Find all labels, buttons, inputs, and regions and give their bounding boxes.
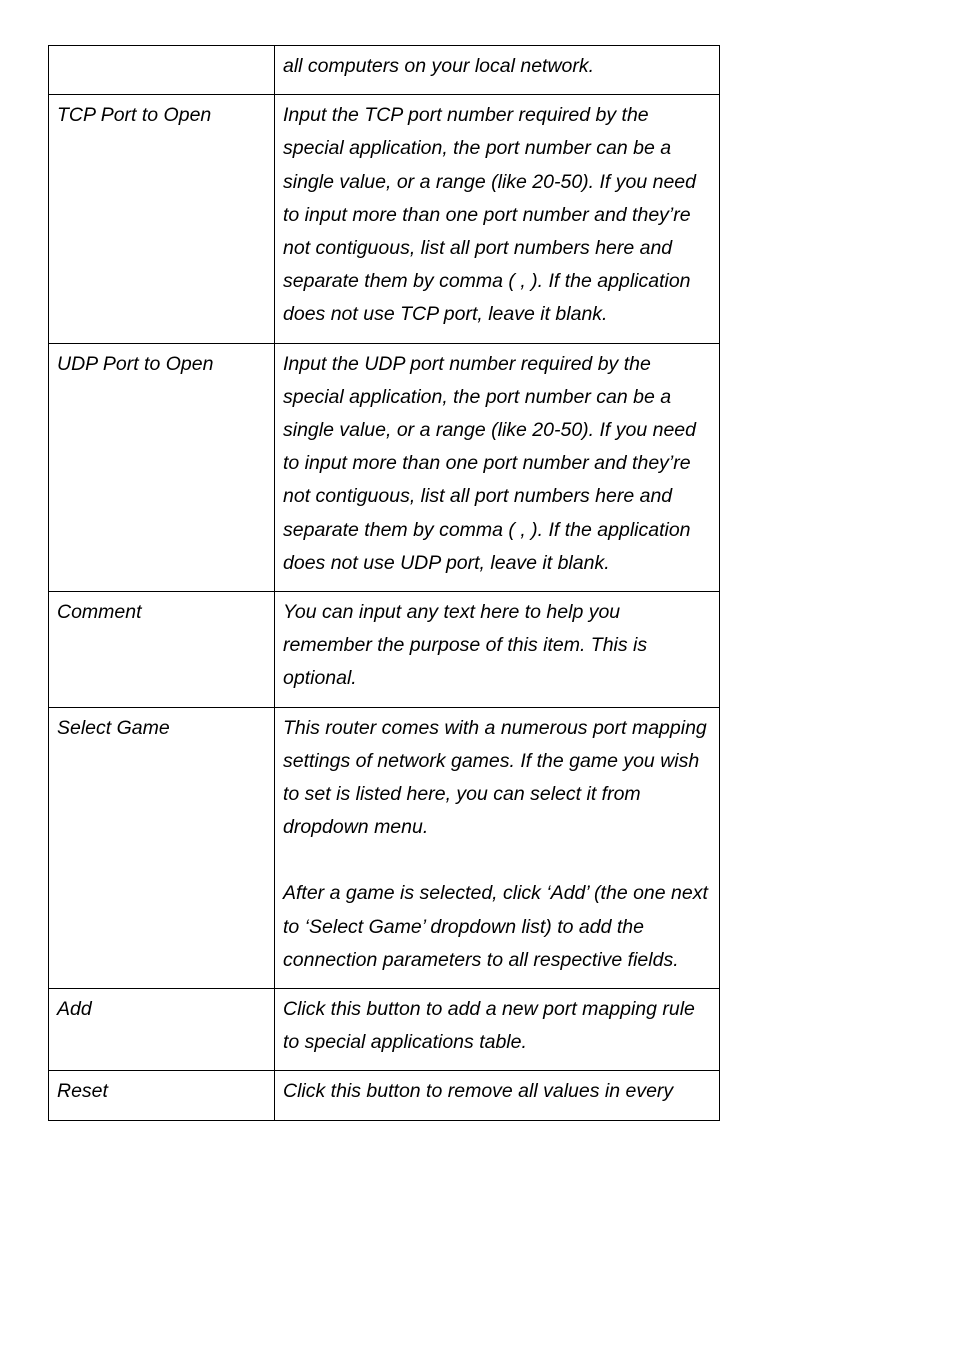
- table-row: [49, 592, 720, 708]
- field-name-cell: Select Game: [49, 707, 275, 988]
- field-description-cell: [275, 989, 720, 1071]
- field-description-cell: [275, 1071, 720, 1120]
- table-row: [49, 95, 720, 343]
- field-name-cell: [49, 46, 275, 95]
- table-row: [49, 46, 720, 95]
- field-description-table: [48, 45, 720, 1121]
- table-row: [49, 1071, 720, 1120]
- field-name-cell: TCP Port to Open: [49, 95, 275, 343]
- description-paragraph: Input the UDP port number required by the special application, the port number can be a single value, or a range (like 20-50). If you need to input more than one port number and they’re not contiguous, list all port numbers here and separate them by comma ( , ). If the application does not use UDP port, leave it blank.: [283, 352, 696, 574]
- field-description-cell: [275, 95, 720, 343]
- table-row: [49, 343, 720, 591]
- field-name-cell: Add: [49, 989, 275, 1071]
- field-description-cell: [275, 592, 720, 708]
- description-paragraph: Click this button to add a new port mapping rule to special applications table.: [283, 998, 695, 1054]
- field-description-cell: [275, 46, 720, 95]
- field-name-cell: Comment: [49, 592, 275, 708]
- description-paragraph: Input the TCP port number required by the special application, the port number can be a single value, or a range (like 20-50). If you need to input more than one port number and they’re not contiguous, list all port numbers here and separate them by comma ( , ). If the application does not use TCP port, leave it blank.: [283, 104, 696, 326]
- field-name-cell: UDP Port to Open: [49, 343, 275, 591]
- field-description-cell: [275, 343, 720, 591]
- description-paragraph: This router comes with a numerous port mapping settings of network games. If the game you wish to set is listed here, you can select it from dropdown menu.: [283, 716, 707, 839]
- description-paragraph: all computers on your local network.: [283, 55, 595, 77]
- description-paragraph: You can input any text here to help you remember the purpose of this item. This is optional.: [283, 601, 648, 690]
- description-paragraph: Click this button to remove all values in every: [283, 1080, 674, 1103]
- table-row: [49, 707, 720, 988]
- field-description-cell: [275, 707, 720, 988]
- table-row: [49, 989, 720, 1071]
- description-paragraph: After a game is selected, click ‘Add’ (the one next to ‘Select Game’ dropdown list) to add the connection parameters to all respective fields.: [283, 882, 708, 971]
- field-name-cell: Reset: [49, 1071, 275, 1120]
